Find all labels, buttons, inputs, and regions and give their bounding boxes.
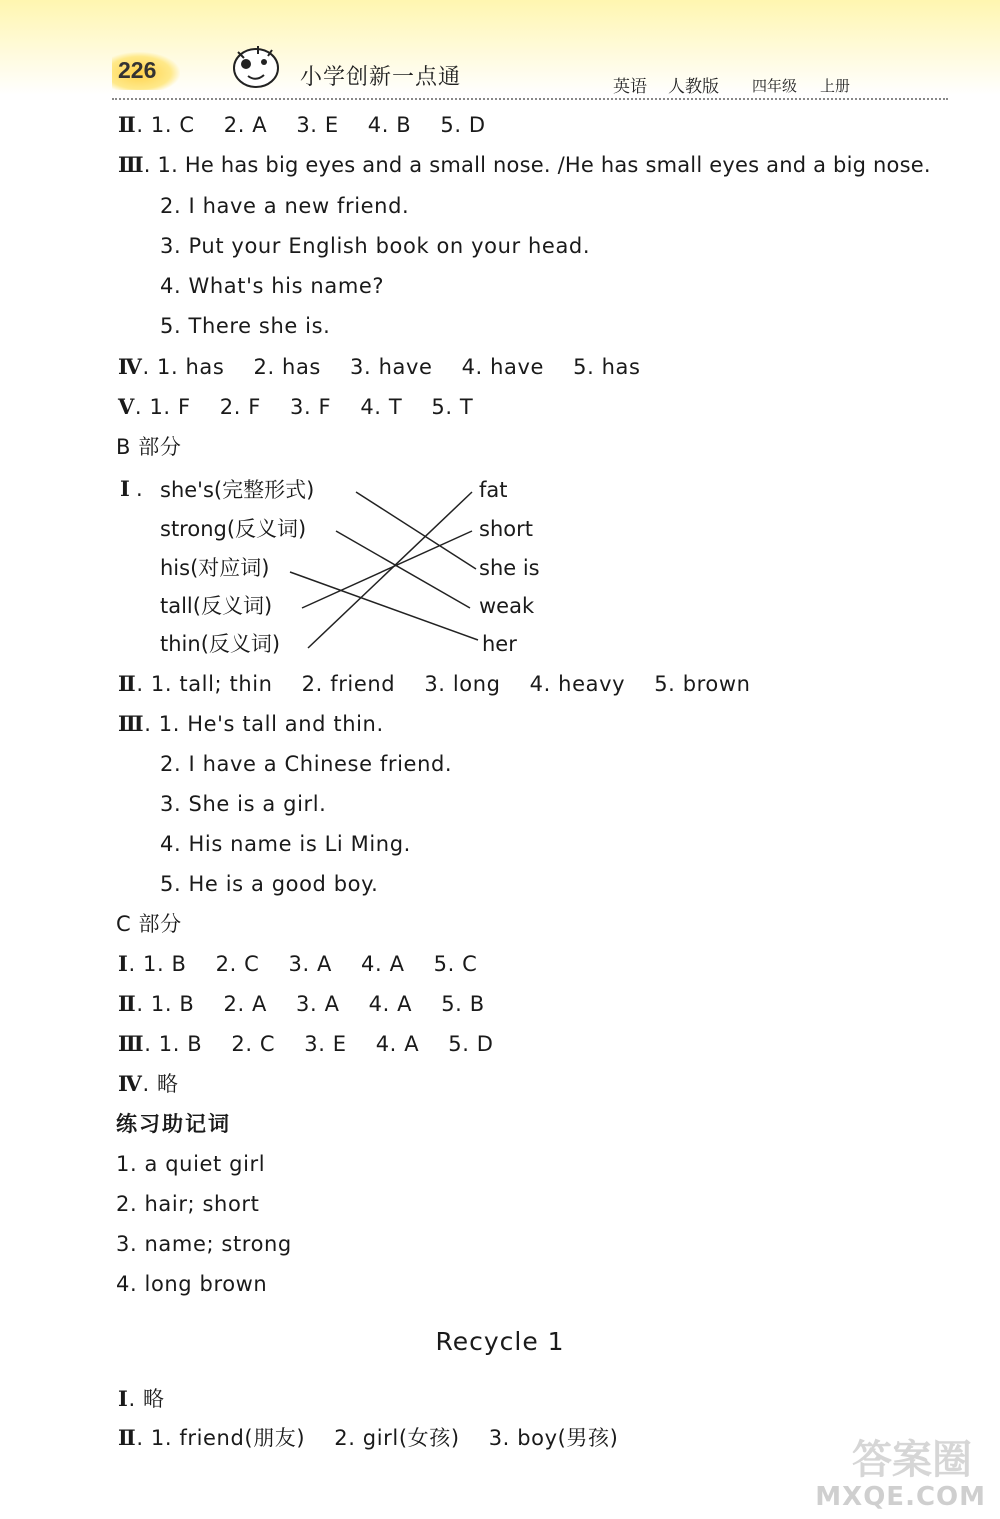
answer-line: Ⅲ. 1. B 2. C 3. E 4. A 5. D [118,1031,494,1056]
answer-line: 3. Put your English book on your head. [160,234,591,258]
match-line [308,492,472,648]
mnemonic-item: 3. name; strong [116,1232,292,1256]
series-title: 小学创新一点通 [300,65,462,90]
subject-label: 英语 [613,77,647,97]
mnemonic-item: 4. long brown [116,1272,268,1296]
answer-line: Ⅲ. 1. He has big eyes and a small nose. /He has small eyes and a big nose. [118,152,931,177]
match-left-item: she's(完整形式) [160,478,315,502]
watermark-url: MXQE.COM [815,1482,986,1512]
match-line [356,492,476,569]
answer-line: 3. She is a girl. [160,792,327,816]
mnemonic-item: 1. a quiet girl [116,1152,266,1176]
mnemonic-item: 2. hair; short [116,1192,260,1216]
match-right-item: she is [479,556,540,580]
mascot-icon [228,42,284,90]
match-line [336,531,470,608]
matching-dot: . [136,477,144,501]
recycle-title: Recycle 1 [435,1327,565,1356]
answer-line: 2. I have a Chinese friend. [160,752,453,776]
term-label: 上册 [820,77,851,95]
section-b-label: B 部分 [116,435,182,459]
page-number: 226 [112,52,180,90]
answer-line: Ⅰ. 略 [118,1386,165,1411]
match-left-item: his(对应词) [160,556,270,580]
answer-line: 4. What's his name? [160,274,385,298]
answer-line: Ⅱ. 1. B 2. A 3. A 4. A 5. B [118,991,485,1016]
answer-line: Ⅲ. 1. He's tall and thin. [118,711,384,736]
match-right-item: weak [479,594,535,618]
match-line [290,572,478,640]
match-left-item: thin(反义词) [160,632,281,656]
section-c-label: C 部分 [116,912,182,936]
answer-line: Ⅴ. 1. F 2. F 3. F 4. T 5. T [118,394,474,419]
answer-line: Ⅳ. 略 [118,1071,179,1096]
answer-line: Ⅳ. 1. has 2. has 3. have 4. have 5. has [118,354,641,379]
mnemonic-heading: 练习助记词 [116,1112,231,1136]
header-divider [112,98,948,100]
edition-label: 人教版 [668,77,719,97]
answer-line: Ⅱ. 1. C 2. A 3. E 4. B 5. D [118,112,486,137]
match-right-item: fat [479,478,508,502]
matching-roman: Ⅰ [120,476,131,501]
answer-line: 5. There she is. [160,314,331,338]
answer-line: 4. His name is Li Ming. [160,832,411,856]
answer-line: Ⅰ. 1. B 2. C 3. A 4. A 5. C [118,951,478,976]
match-right-item: her [482,632,517,656]
grade-label: 四年级 [752,77,798,95]
answer-line: Ⅱ. 1. tall; thin 2. friend 3. long 4. heavy 5. brown [118,671,751,696]
match-line [302,531,472,608]
answer-line: 2. I have a new friend. [160,194,410,218]
answer-line: Ⅱ. 1. friend(朋友) 2. girl(女孩) 3. boy(男孩) [118,1425,619,1450]
match-left-item: tall(反义词) [160,594,273,618]
watermark-logo: 答案圈 [852,1437,972,1483]
answer-line: 5. He is a good boy. [160,872,379,896]
match-left-item: strong(反义词) [160,517,307,541]
match-right-item: short [479,517,533,541]
